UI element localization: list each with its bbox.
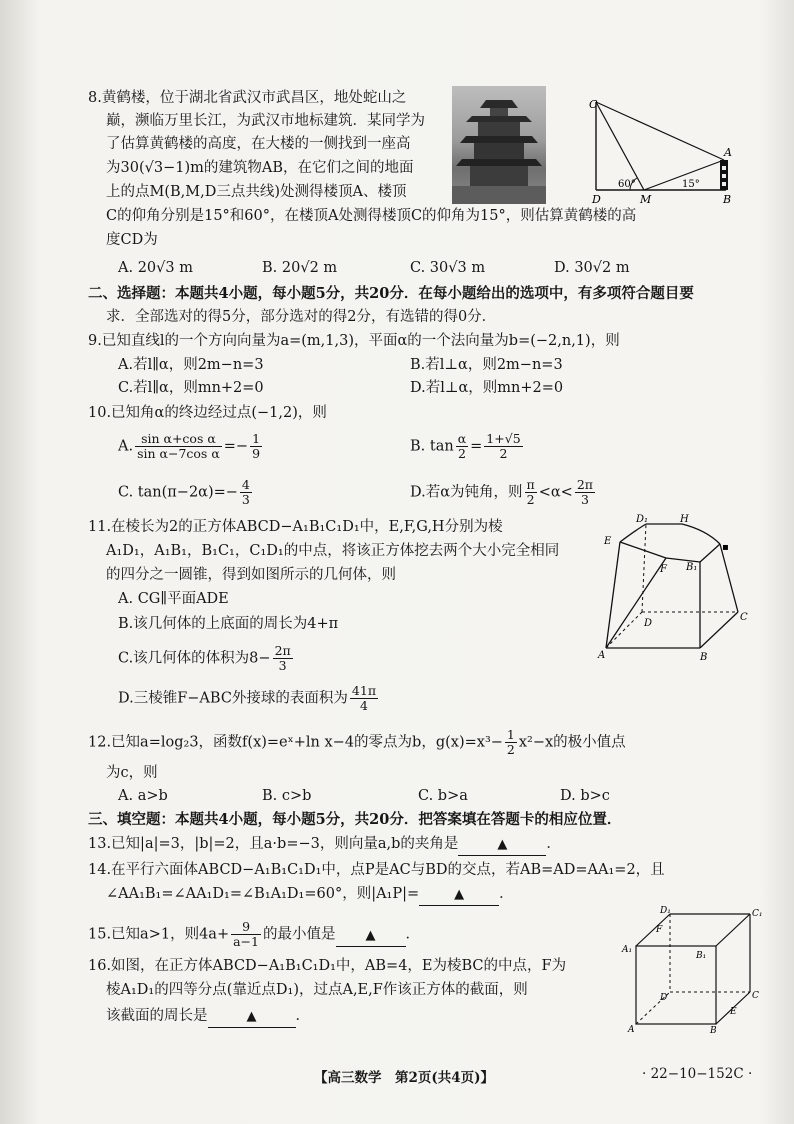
q16-line1: 16.如图，在正方体ABCD−A₁B₁C₁D₁中，AB=4，E为棱BC的中点，F为 [88, 958, 567, 974]
fig8-label-D: D [592, 193, 601, 206]
fig16-label-B1: B₁ [696, 951, 707, 961]
fig16-label-A1: A₁ [622, 945, 633, 955]
fig11-label-E: E [604, 536, 612, 547]
q16-line2: 棱A₁D₁的四等分点(靠近点D₁)，过点A,E,F作该正方体的截面，则 [106, 982, 528, 998]
fig16-label-B: B [710, 1026, 717, 1034]
q11-option-b: B.该几何体的上底面的周长为4+π [118, 616, 339, 632]
fig11-label-B1: B₁ [686, 562, 698, 573]
fig11-label-D1: D₁ [636, 514, 649, 525]
q11-figure [596, 510, 756, 666]
q12-option-c: C. b>a [418, 788, 468, 804]
q8-line1: 8.黄鹤楼，位于湖北省武汉市武昌区，地处蛇山之 [88, 90, 407, 106]
q9-option-c: C.若l∥α，则mn+2=0 [118, 380, 264, 396]
fig11-label-F: F [660, 564, 667, 575]
q11-line1: 11.在棱长为2的正方体ABCD−A₁B₁C₁D₁中，E,F,G,H分别为棱 [88, 519, 503, 535]
q8-option-c: C. 30√3 m [410, 260, 486, 276]
fig8-label-M: M [640, 193, 652, 206]
q10-option-b: B. tan $\frac{\alpha}{2}$ = $\frac{1+√5}{2}$ [410, 431, 521, 461]
fig16-label-D: D [660, 993, 668, 1003]
q12-line1: 12.已知a=log₂3，函数f(x)=eˣ+ln x−4的零点为b，g(x)=x³− $\frac{1}{2}$ x²−x的极小值点 [88, 727, 626, 757]
fig11-label-C: C [740, 612, 748, 623]
q8-line2: 巅，濒临万里长江，为武汉市地标建筑．某同学为 [106, 113, 425, 129]
section3-instruction: 三、填空题：本题共4小题，每小题5分，共20分．把答案填在答题卡的相应位置． [88, 811, 622, 828]
section2-instruction-2: 求．全部选对的得5分，部分选对的得2分，有选错的得0分． [106, 309, 497, 325]
fig11-label-A: A [598, 650, 606, 661]
q11-option-a: A. CG∥平面ADE [118, 591, 229, 607]
footer-code: · 22−10−152C · [642, 1066, 753, 1082]
q12-option-a: A. a>b [118, 788, 168, 804]
q10-option-d: D.若α为钝角，则 $\frac{\pi}{2}$ <α< $\frac{2\pi}{3}$ [410, 477, 593, 507]
q9-option-b: B.若l⊥α，则2m−n=3 [410, 357, 563, 373]
q11-line3: 的四分之一圆锥，得到如图所示的几何体，则 [106, 567, 396, 583]
q12-line2: 为c，则 [106, 765, 158, 781]
q8-line4: 为30(√3−1)m的建筑物AB，在它们之间的地面 [106, 160, 414, 176]
fig8-label-C: C [589, 98, 598, 111]
q14-line2: ∠AA₁B₁=∠AA₁D₁=∠B₁A₁D₁=60°，则|A₁P|= ▲ ． [106, 884, 514, 906]
q11-option-d: D.三棱锥F−ABC外接球的表面积为 $\frac{41\pi}{4}$ [118, 683, 377, 713]
fig16-label-F: F [656, 925, 663, 935]
fig16-label-D1: D₁ [660, 906, 671, 916]
q16-answer-blank[interactable]: ▲ [208, 1006, 296, 1028]
q14-line1: 14.在平行六面体ABCD−A₁B₁C₁D₁中，点P是AC与BD的交点，若AB=AD=AA₁=2，且 [88, 862, 665, 878]
q13-line: 13.已知|a|=3，|b|=2，且a·b=−3，则向量a,b的夹角是 ▲ ． [88, 834, 561, 856]
q11-option-c: C.该几何体的体积为8− $\frac{2\pi}{3}$ [118, 643, 291, 673]
q15-answer-blank[interactable]: ▲ [336, 925, 406, 947]
tower-silhouette [452, 86, 546, 204]
fig8-angle-15: 15° [682, 179, 700, 190]
fig16-label-E: E [730, 1007, 737, 1017]
q10-a-fraction: $\frac{\text{sin α+cos α}}{\text{sin α−7cos α}}$ [137, 431, 220, 461]
q10-option-c: C. tan(π−2α)=− $\frac{4}{3}$ [118, 477, 250, 507]
fig11-label-B: B [700, 652, 708, 663]
q16-figure [618, 904, 768, 1034]
q9-option-d: D.若l⊥α，则mn+2=0 [410, 380, 564, 396]
fig11-label-H: H [680, 514, 689, 525]
q14-answer-blank[interactable]: ▲ [419, 884, 499, 906]
yellow-crane-tower-photo [452, 86, 546, 204]
q9-option-a: A.若l∥α，则2m−n=3 [118, 357, 264, 373]
q12-option-b: B. c>b [262, 788, 312, 804]
q8-line7: 度CD为 [106, 232, 158, 248]
fig11-label-D: D [644, 618, 653, 629]
q10-stem: 10.已知角α的终边经过点(−1,2)，则 [88, 405, 327, 421]
q16-line3: 该截面的周长是 ▲ ． [106, 1006, 310, 1028]
footer-page-info: 【高三数学 第2页(共4页)】 [314, 1070, 495, 1086]
fig11-label-G-marker: ▪ [722, 542, 729, 553]
q13-answer-blank[interactable]: ▲ [458, 834, 546, 856]
q10-option-a: A. $\frac{\text{sin α+cos α}}{\text{sin α−7cos α}}$ =− $\frac{1}{9}$ [118, 431, 261, 461]
fig8-label-A: A [724, 146, 732, 159]
q15-line: 15.已知a>1，则4a+ $\frac{9}{a-1}$ 的最小值是 ▲ ． [88, 919, 420, 949]
q8-figure [586, 92, 746, 208]
q9-stem: 9.已知直线l的一个方向向量为a=(m,1,3)，平面α的一个法向量为b=(−2,n,1)，则 [88, 333, 620, 349]
fig16-label-C1: C₁ [752, 909, 763, 919]
fig8-label-B: B [723, 193, 732, 206]
q12-option-d: D. b>c [560, 788, 610, 804]
q8-option-d: D. 30√2 m [554, 260, 630, 276]
fig8-angle-60: 60° [618, 179, 636, 190]
fig16-label-A: A [628, 1025, 635, 1034]
q8-option-b: B. 20√2 m [262, 260, 338, 276]
fig16-label-C: C [752, 991, 759, 1001]
q8-line6: C的仰角分别是15°和60°，在楼顶A处测得楼顶C的仰角为15°，则估算黄鹤楼的高 [106, 208, 637, 224]
q8-line5: 上的点M(B,M,D三点共线)处测得楼顶A、楼顶 [106, 184, 407, 200]
q11-line2: A₁D₁，A₁B₁，B₁C₁，C₁D₁的中点，将该正方体挖去两个大小完全相同 [106, 543, 560, 559]
q8-option-a: A. 20√3 m [118, 260, 193, 276]
q8-line3: 了估算黄鹤楼的高度，在大楼的一侧找到一座高 [106, 136, 411, 152]
section2-instruction-1: 二、选择题：本题共4小题，每小题5分，共20分．在每小题给出的选项中，有多项符合题目要 [88, 285, 694, 302]
